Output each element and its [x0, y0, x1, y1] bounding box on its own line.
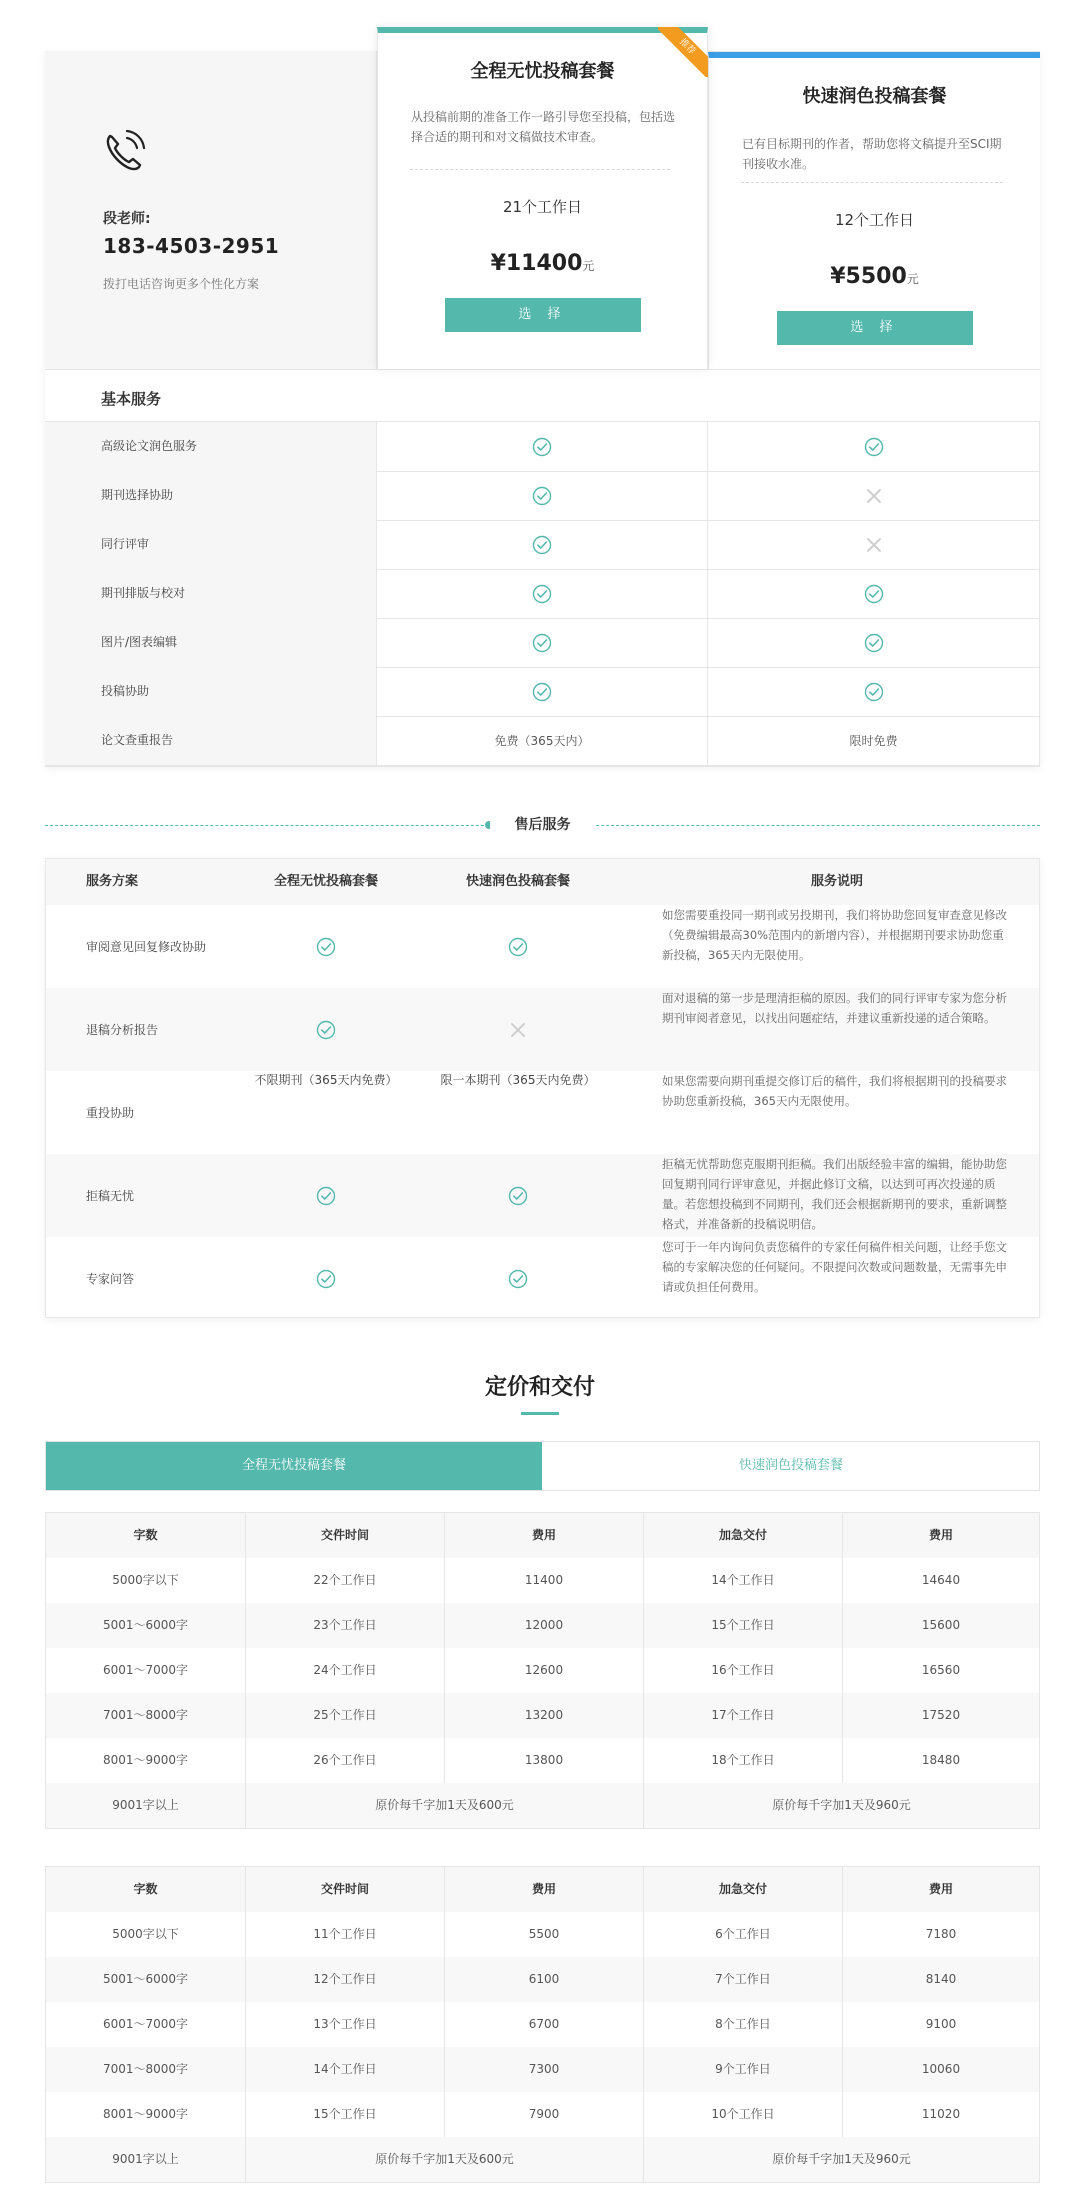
table-cell: 14个工作日 — [245, 2047, 444, 2092]
header-cell: 字数 — [133, 1882, 158, 1896]
cross-icon — [508, 1020, 528, 1040]
table-cell: 11个工作日 — [245, 1912, 444, 1957]
feature-cell-full — [377, 520, 708, 569]
check-icon — [532, 486, 552, 506]
check-icon — [316, 1020, 336, 1040]
feature-cell-quick — [708, 667, 1039, 716]
service-name: 重投协助 — [86, 1106, 135, 1120]
check-icon — [532, 535, 552, 555]
contact-label: 段老师: — [103, 211, 151, 227]
table-cell: 17个工作日 — [643, 1693, 842, 1738]
tab-full-package[interactable]: 全程无忧投稿套餐 — [46, 1442, 542, 1490]
package-price: ¥11400元 — [490, 251, 595, 276]
table-row — [46, 1071, 1039, 1154]
check-icon — [532, 437, 552, 457]
feature-row — [45, 569, 1040, 619]
table-cell: 15个工作日 — [245, 2092, 444, 2137]
table-cell: 8001～9000字 — [102, 1753, 189, 1767]
feature-cell-full — [377, 471, 708, 520]
select-button-quick[interactable]: 选 择 — [777, 311, 973, 345]
service-name: 退稿分析报告 — [86, 1023, 159, 1037]
check-icon — [532, 633, 552, 653]
cell-text: 不限期刊（365天内免费） — [254, 1073, 398, 1087]
table-cell: 8140 — [842, 1957, 1039, 2002]
table-cell: 13个工作日 — [245, 2002, 444, 2047]
table-cell: 18个工作日 — [643, 1738, 842, 1783]
table-cell: 14640 — [842, 1558, 1039, 1603]
package-title: 全程无忧投稿套餐 — [470, 61, 615, 82]
table-row — [46, 2137, 1039, 2182]
table-cell: 5500 — [444, 1912, 643, 1957]
service-description: 拒稿无忧帮助您克服期刊拒稿。我们出版经验丰富的编辑，能协助您回复期刊同行评审意见，并据此修订文稿，以达到可再次投递的质量。若您想投稿到不同期刊，我们还会根据新期刊的要求，重新调整格式，并准备新的投稿说明信。 — [662, 1157, 1007, 1231]
select-button-full[interactable]: 选 择 — [445, 298, 641, 332]
table-cell: 16个工作日 — [643, 1648, 842, 1693]
table-cell: 12个工作日 — [245, 1957, 444, 2002]
feature-cell-full — [377, 667, 708, 716]
table-header — [46, 859, 1039, 905]
table-cell: 9001字以上 — [112, 1798, 179, 1812]
header-cell: 全程无忧投稿套餐 — [273, 874, 378, 889]
service-description: 面对退稿的第一步是理清拒稿的原因。我们的同行评审专家为您分析期刊审阅者意见，以找出问题症结，并建议重新投递的适合策略。 — [662, 991, 1007, 1025]
feature-cell-quick — [708, 618, 1039, 667]
package-description: 从投稿前期的准备工作一路引导您至投稿，包括选择合适的期刊和对文稿做技术审查。 — [411, 110, 676, 144]
table-header — [46, 1867, 1039, 1912]
cell-full — [246, 988, 406, 1071]
feature-name: 投稿协助 — [45, 667, 377, 716]
check-icon — [508, 937, 528, 957]
feature-name: 同行评审 — [45, 520, 377, 569]
table-cell: 14个工作日 — [643, 1558, 842, 1603]
header-cell: 服务说明 — [810, 874, 863, 889]
feature-name: 图片/图表编辑 — [45, 618, 377, 667]
table-cell: 6700 — [444, 2002, 643, 2047]
table-cell: 8个工作日 — [643, 2002, 842, 2047]
feature-cell-quick — [708, 422, 1039, 471]
cell-quick — [438, 988, 598, 1071]
header-cell: 加急交付 — [643, 1513, 842, 1558]
table-row — [46, 1154, 1039, 1237]
table-row — [46, 1693, 1039, 1738]
table-cell: 12600 — [444, 1648, 643, 1693]
table-row — [46, 2092, 1039, 2137]
feature-name: 期刊选择协助 — [45, 471, 377, 520]
table-cell: 24个工作日 — [245, 1648, 444, 1693]
cell-full — [246, 1071, 406, 1154]
basic-services-heading: 基本服务 — [45, 369, 1040, 422]
table-cell: 5001～6000字 — [102, 1618, 189, 1632]
table-cell: 15600 — [842, 1603, 1039, 1648]
divider — [410, 169, 670, 170]
table-cell: 7900 — [444, 2092, 643, 2137]
table-cell: 7001～8000字 — [102, 2062, 189, 2076]
check-icon — [508, 1186, 528, 1206]
feature-cell-full — [377, 716, 708, 765]
header-cell: 费用 — [444, 1867, 643, 1912]
table-cell: 16560 — [842, 1648, 1039, 1693]
cell-quick — [438, 1237, 598, 1320]
feature-cell-quick — [708, 471, 1039, 520]
recommend-badge: 推荐 — [658, 27, 708, 77]
feature-row — [45, 520, 1040, 570]
header-cell: 服务方案 — [86, 874, 139, 889]
service-description: 您可于一年内询问负责您稿件的专家任何稿件相关问题，让经手您文稿的专家解决您的任何疑问。不限提问次数或问题数量，无需事先申请或负担任何费用。 — [662, 1240, 1007, 1294]
table-row — [46, 2047, 1039, 2092]
table-cell: 23个工作日 — [245, 1603, 444, 1648]
header-cell: 费用 — [842, 1867, 1039, 1912]
table-row — [46, 1648, 1039, 1693]
feature-cell-quick — [708, 569, 1039, 618]
package-title: 快速润色投稿套餐 — [802, 86, 947, 107]
cell-quick — [438, 1071, 598, 1154]
table-row — [46, 1558, 1039, 1603]
feature-cell-quick — [708, 520, 1039, 569]
table-cell: 6001～7000字 — [102, 1663, 189, 1677]
table-cell: 15个工作日 — [643, 1603, 842, 1648]
header-cell: 交件时间 — [245, 1867, 444, 1912]
table-header — [46, 1513, 1039, 1558]
check-icon — [864, 437, 884, 457]
feature-cell-full — [377, 569, 708, 618]
header-cell: 费用 — [444, 1513, 643, 1558]
header-cell: 交件时间 — [245, 1513, 444, 1558]
contact-note: 拨打电话咨询更多个性化方案 — [103, 277, 260, 291]
feature-row — [45, 471, 1040, 521]
tab-quick-package[interactable]: 快速润色投稿套餐 — [543, 1442, 1039, 1490]
package-price: ¥5500元 — [830, 264, 919, 289]
aftersales-table — [45, 858, 1040, 1318]
table-cell: 9100 — [842, 2002, 1039, 2047]
table-row — [46, 2002, 1039, 2047]
header-cell: 字数 — [133, 1528, 158, 1542]
table-cell: 17520 — [842, 1693, 1039, 1738]
feature-row — [45, 618, 1040, 668]
cell-full — [246, 1154, 406, 1237]
package-days: 21个工作日 — [502, 198, 583, 216]
header-cell: 快速润色投稿套餐 — [465, 874, 570, 889]
check-icon — [316, 1186, 336, 1206]
table-cell: 9个工作日 — [643, 2047, 842, 2092]
table-cell: 7300 — [444, 2047, 643, 2092]
table-row — [46, 1603, 1039, 1648]
table-row — [46, 1783, 1039, 1828]
phone-icon — [100, 126, 150, 176]
table-cell: 25个工作日 — [245, 1693, 444, 1738]
table-cell: 6100 — [444, 1957, 643, 2002]
pricing-title: 定价和交付 — [484, 1375, 595, 1400]
table-cell: 26个工作日 — [245, 1738, 444, 1783]
table-cell: 10个工作日 — [643, 2092, 842, 2137]
package-card-quick — [708, 52, 1040, 369]
check-icon — [864, 584, 884, 604]
check-icon — [532, 584, 552, 604]
cell-full — [246, 905, 406, 988]
table-cell: 5000字以下 — [112, 1573, 179, 1587]
price-table-quick — [45, 1866, 1040, 2183]
cross-icon — [864, 535, 884, 555]
contact-phone[interactable]: 183-4503-2951 — [103, 234, 280, 258]
table-cell: 22个工作日 — [245, 1558, 444, 1603]
table-row — [46, 1957, 1039, 2002]
aftersales-title: 售后服务 — [490, 812, 595, 838]
table-row — [46, 905, 1039, 988]
cell-text: 限时免费 — [849, 734, 898, 748]
table-cell: 5000字以下 — [112, 1927, 179, 1941]
table-cell: 原价每千字加1天及960元 — [643, 2137, 1039, 2182]
check-icon — [532, 682, 552, 702]
check-icon — [316, 1269, 336, 1289]
cell-quick — [438, 905, 598, 988]
table-cell: 18480 — [842, 1738, 1039, 1783]
table-row — [46, 1237, 1039, 1320]
package-card-full — [377, 27, 708, 369]
service-description: 如您需要重投同一期刊或另投期刊，我们将协助您回复审查意见修改（免费编辑最高30%范围内的新增内容），并根据期刊要求协助您重新投稿，365天内无限使用。 — [662, 908, 1007, 962]
table-cell: 11400 — [444, 1558, 643, 1603]
feature-cell-full — [377, 422, 708, 471]
feature-name: 期刊排版与校对 — [45, 569, 377, 618]
table-cell: 13800 — [444, 1738, 643, 1783]
table-row — [46, 1912, 1039, 1957]
service-name: 审阅意见回复修改协助 — [86, 940, 207, 954]
feature-name: 高级论文润色服务 — [45, 422, 377, 471]
table-cell: 9001字以上 — [112, 2152, 179, 2166]
table-cell: 7180 — [842, 1912, 1039, 1957]
table-cell: 原价每千字加1天及600元 — [245, 1783, 643, 1828]
check-icon — [864, 633, 884, 653]
table-cell: 10060 — [842, 2047, 1039, 2092]
check-icon — [864, 682, 884, 702]
table-cell: 原价每千字加1天及600元 — [245, 2137, 643, 2182]
header-cell: 加急交付 — [643, 1867, 842, 1912]
table-cell: 12000 — [444, 1603, 643, 1648]
table-cell: 6001～7000字 — [102, 2017, 189, 2031]
feature-name: 论文查重报告 — [45, 716, 377, 765]
table-cell: 11020 — [842, 2092, 1039, 2137]
check-icon — [508, 1269, 528, 1289]
table-cell: 7001～8000字 — [102, 1708, 189, 1722]
table-cell: 5001～6000字 — [102, 1972, 189, 1986]
check-icon — [316, 937, 336, 957]
contact-panel — [45, 51, 377, 369]
title-underline — [521, 1412, 559, 1415]
table-row — [46, 1738, 1039, 1783]
divider — [741, 182, 1003, 183]
table-cell: 6个工作日 — [643, 1912, 842, 1957]
cell-quick — [438, 1154, 598, 1237]
price-table-full — [45, 1512, 1040, 1829]
service-description: 如果您需要向期刊重提交修订后的稿件，我们将根据期刊的投稿要求协助您重新投稿，365天内无限使用。 — [662, 1074, 1007, 1108]
feature-row — [45, 716, 1040, 766]
table-cell: 13200 — [444, 1693, 643, 1738]
cell-text: 免费（365天内） — [494, 734, 590, 748]
cross-icon — [864, 486, 884, 506]
service-name: 拒稿无忧 — [86, 1189, 135, 1203]
table-cell: 7个工作日 — [643, 1957, 842, 2002]
service-name: 专家问答 — [86, 1272, 135, 1286]
table-cell: 原价每千字加1天及960元 — [643, 1783, 1039, 1828]
pricing-tabs — [45, 1441, 1040, 1491]
package-description: 已有目标期刊的作者，帮助您将文稿提升至SCI期刊接收水准。 — [742, 137, 1002, 171]
cell-full — [246, 1237, 406, 1320]
table-cell: 8001～9000字 — [102, 2107, 189, 2121]
package-days: 12个工作日 — [834, 211, 915, 229]
table-row — [46, 988, 1039, 1071]
cell-text: 限一本期刊（365天内免费） — [440, 1073, 596, 1087]
header-cell: 费用 — [842, 1513, 1039, 1558]
feature-cell-quick — [708, 716, 1039, 765]
feature-row — [45, 667, 1040, 717]
feature-cell-full — [377, 618, 708, 667]
feature-row — [45, 422, 1040, 472]
